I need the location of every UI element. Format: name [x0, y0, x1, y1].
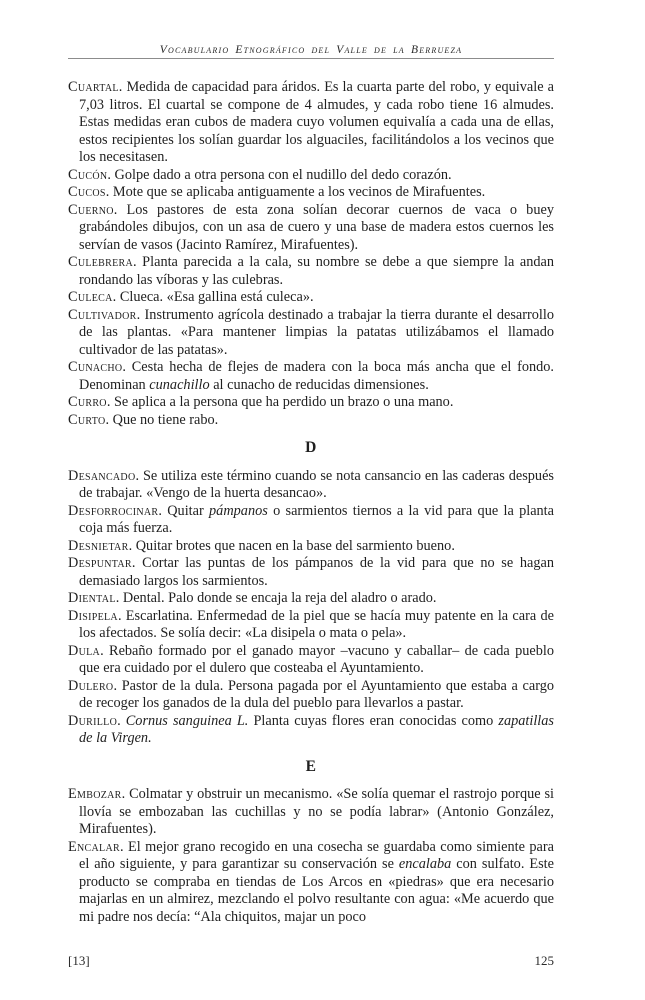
entry-term: Cucos: [68, 184, 106, 200]
entry-italic-text: Cornus sanguinea L.: [125, 712, 249, 729]
dictionary-entry: Cultivador. Instrumento agrícola destinado a trabajar la tierra durante el desarrollo de las plantas. «Para mantener limpias la patatas utilizábamos el llamado cultivador de las patatas».: [68, 306, 554, 358]
entry-term: Dulero: [68, 677, 114, 694]
entry-term: Cunacho: [68, 359, 123, 375]
text-block: [68, 0, 554, 926]
dictionary-entry: Despuntar. Cortar las puntas de los pámpanos de la vid para que no se hagan demasiado largos los sarmientos.: [68, 555, 554, 589]
entry-text: Cortar las puntas de los pámpanos de la vid para que no se hagan demasiado largos los sarmientos.: [79, 555, 554, 589]
entry-term: Cuartal: [68, 79, 119, 95]
entry-text: Instrumento agrícola destinado a trabajar la tierra durante el desarrollo de las plantas. «Para mantener limpias la patatas utilizábamos el llamado cultivador de las patatas».: [79, 306, 554, 358]
running-header-title: Vocabulario Etnográfico del Valle de la Berrueza: [159, 44, 463, 56]
entry-term: Curro: [68, 394, 107, 410]
dictionary-entry: Encalar. El mejor grano recogido en una cosecha se guardaba como simiente para el año siguiente, y para garantizar su conservación se encalaba con sulfato. Este producto se compraba en tiendas de Los Arcos en «piedras» que era necesario majarlas en un almirez, mezclando el polvo resultante con agua: «Me acuerdo que mi padre nos decía: “Ala chiquitos, majar un poco: [68, 838, 554, 925]
entry-term: Disipela: [68, 607, 118, 624]
entry-italic-text: zapatillas de la Virgen.: [79, 712, 554, 746]
section-heading: D: [305, 439, 317, 456]
entry-text: con sulfato. Este producto se compraba en tiendas de Los Arcos en «piedras» que era necesario majarlas en un almirez, mezclando el polvo resultante con agua: «Me acuerdo que mi padre nos decía: “Ala chiquitos, majar un poco: [79, 856, 554, 925]
entry-term: Durillo: [68, 712, 118, 729]
dictionary-entry: Cuerno. Los pastores de esta zona solían decorar cuernos de vaca o buey grabándoles dibujos, con un asa de cuero y una base de madera estos cuernos les servían de vasos (Jacinto Ramírez, Mirafuentes).: [68, 201, 554, 253]
entry-text: Clueca. «Esa gallina está culeca».: [119, 289, 314, 305]
page-footer: [68, 953, 554, 969]
entry-text: Planta cuyas flores eran conocidas como: [248, 712, 499, 729]
dictionary-entry: Dula. Rebaño formado por el ganado mayor –vacuno y caballar– de cada pueblo que era cuidado por el dulero que costeaba el Ayuntamiento.: [68, 642, 554, 676]
entry-text: Se aplica a la persona que ha perdido un brazo o una mano.: [113, 394, 454, 410]
entry-text: Colmatar y obstruir un mecanismo. «Se solía quemar el rastrojo porque si llovía se embozaban las cuchillas y no se podía labrar» (Antonio González, Mirafuentes).: [79, 786, 554, 837]
entry-term: Diental: [68, 590, 116, 606]
entry-text: o sarmientos tiernos a la vid para que la planta coja más fuerza.: [79, 502, 555, 536]
dictionary-entry: Cuartal. Medida de capacidad para áridos. Es la cuarta parte del robo, y equivale a 7,03 litros. El cuartal se compone de 4 almudes, y cada robo tiene 16 almudes. Estas medidas eran cubos de madera cuyo volumen equivalía a cada una de ellas, estos recipientes los solían guardar los alguaciles, facilitándolos a los vecinos que los necesitasen.: [68, 79, 554, 165]
dictionary-entry: Curto. Que no tiene rabo.: [68, 411, 219, 428]
dictionary-entry: Cunacho. Cesta hecha de flejes de madera con la boca más ancha que el fondo. Denominan cunachillo al cunacho de reducidas dimensiones.: [68, 359, 554, 393]
entry-text: Pastor de la dula. Persona pagada por el Ayuntamiento que estaba a cargo de recoger los ganados de la dula del pueblo para llevarlos a pastar.: [79, 677, 555, 711]
dictionary-entry: Cucón. Golpe dado a otra persona con el nudillo del dedo corazón.: [68, 166, 452, 183]
entry-term: Curto: [68, 411, 106, 428]
dictionary-entry: Disipela. Escarlatina. Enfermedad de la piel que se hacía muy patente en la cara de los afectados. Se solía decir: «La disipela o mata o pela».: [68, 607, 554, 641]
dictionary-entry: Durillo. Cornus sanguinea L. Planta cuyas flores eran conocidas como zapatillas de la Virgen.: [68, 712, 554, 746]
dictionary-entry: Desforrocinar. Quitar pámpanos o sarmientos tiernos a la vid para que la planta coja más fuerza.: [68, 502, 555, 536]
entry-term: Desforrocinar: [68, 502, 159, 519]
section-heading: E: [305, 757, 317, 775]
entry-term: Desancado: [68, 467, 136, 484]
dictionary-entry: Embozar. Colmatar y obstruir un mecanismo. «Se solía quemar el rastrojo porque si llovía se embozaban las cuchillas y no se podía labrar» (Antonio González, Mirafuentes).: [68, 786, 554, 837]
dictionary-entry: Diental. Dental. Palo donde se encaja la reja del aladro o arado.: [68, 590, 437, 606]
entry-italic-text: pámpanos: [209, 502, 268, 519]
entry-italic-text: cunachillo: [149, 376, 210, 393]
entry-italic-text: encalaba: [398, 856, 452, 872]
entry-term: Embozar: [68, 786, 122, 802]
entry-term: Dula: [68, 642, 101, 659]
header-rule: [68, 58, 554, 59]
dictionary-entry: Culeca. Clueca. «Esa gallina está culeca».: [68, 289, 314, 305]
entry-text: Dental. Palo donde se encaja la reja del aladro o arado.: [122, 590, 437, 606]
entry-text: Rebaño formado por el ganado mayor –vacuno y caballar– de cada pueblo que era cuidado por el dulero que costeaba el Ayuntamiento.: [79, 642, 554, 676]
entry-term: Culebrera: [68, 254, 134, 270]
entry-text: Medida de capacidad para áridos. Es la cuarta parte del robo, y equivale a 7,03 litros. El cuartal se compone de 4 almudes, y cada robo tiene 16 almudes. Estas medidas eran cubos de madera cuyo volumen equivalía a cada una de ellas, estos recipientes los solían guardar los alguaciles, facilitándolos a los vecinos que los necesitasen.: [79, 79, 554, 165]
entry-text: Cesta hecha de flejes de madera con la boca más ancha que el fondo. Denominan: [79, 359, 554, 393]
page-number: 125: [534, 953, 554, 968]
entry-term: Desnietar: [68, 537, 129, 554]
entry-text: Que no tiene rabo.: [112, 411, 219, 428]
entry-text: Quitar brotes que nacen en la base del sarmiento bueno.: [135, 537, 455, 554]
entry-text: Escarlatina. Enfermedad de la piel que se hacía muy patente en la cara de los afectados. Se solía decir: «La disipela o mata o pela».: [79, 607, 554, 641]
dictionary-entry: Cucos. Mote que se aplicaba antiguamente a los vecinos de Mirafuentes.: [68, 184, 486, 200]
entry-term: Cuerno: [68, 201, 114, 218]
dictionary-entry: Curro. Se aplica a la persona que ha perdido un brazo o una mano.: [68, 394, 454, 410]
entry-term: Culeca: [68, 289, 113, 305]
entry-text: Quitar: [167, 502, 210, 519]
entry-term: Despuntar: [68, 555, 132, 571]
dictionary-entry: Desancado. Se utiliza este término cuando se nota cansancio en las caderas después de trabajar. «Vengo de la huerta desancao».: [68, 467, 554, 501]
entry-text: Golpe dado a otra persona con el nudillo del dedo corazón.: [114, 166, 452, 183]
dictionary-entry: Desnietar. Quitar brotes que nacen en la base del sarmiento bueno.: [68, 537, 455, 554]
dictionary-entry: Dulero. Pastor de la dula. Persona pagada por el Ayuntamiento que estaba a cargo de recoger los ganados de la dula del pueblo para llevarlos a pastar.: [68, 677, 555, 711]
entry-term: Encalar: [68, 838, 120, 855]
entry-term: Cucón: [68, 166, 108, 183]
dictionary-entry: Culebrera. Planta parecida a la cala, su nombre se debe a que siempre la andan rondando las víboras y las culebras.: [68, 254, 554, 288]
entries-container: [68, 79, 554, 926]
entry-text: Planta parecida a la cala, su nombre se debe a que siempre la andan rondando las víboras y las culebras.: [79, 254, 554, 288]
entry-text: al cunacho de reducidas dimensiones.: [209, 376, 429, 393]
entry-text: Mote que se aplicaba antiguamente a los vecinos de Mirafuentes.: [112, 184, 486, 200]
entry-text: Se utiliza este término cuando se nota cansancio en las caderas después de trabajar. «Vengo de la huerta desancao».: [79, 467, 554, 501]
entry-text: El mejor grano recogido en una cosecha se guardaba como simiente para el año siguiente, y para garantizar su conservación se: [79, 838, 554, 872]
footer-signature-mark: [13]: [68, 953, 90, 968]
entry-term: Cultivador: [68, 306, 137, 323]
entry-text: Los pastores de esta zona solían decorar cuernos de vaca o buey grabándoles dibujos, con un asa de cuero y una base de madera estos cuernos les servían de vasos (Jacinto Ramírez, Mirafuentes).: [79, 201, 554, 253]
page-header: [68, 44, 554, 59]
